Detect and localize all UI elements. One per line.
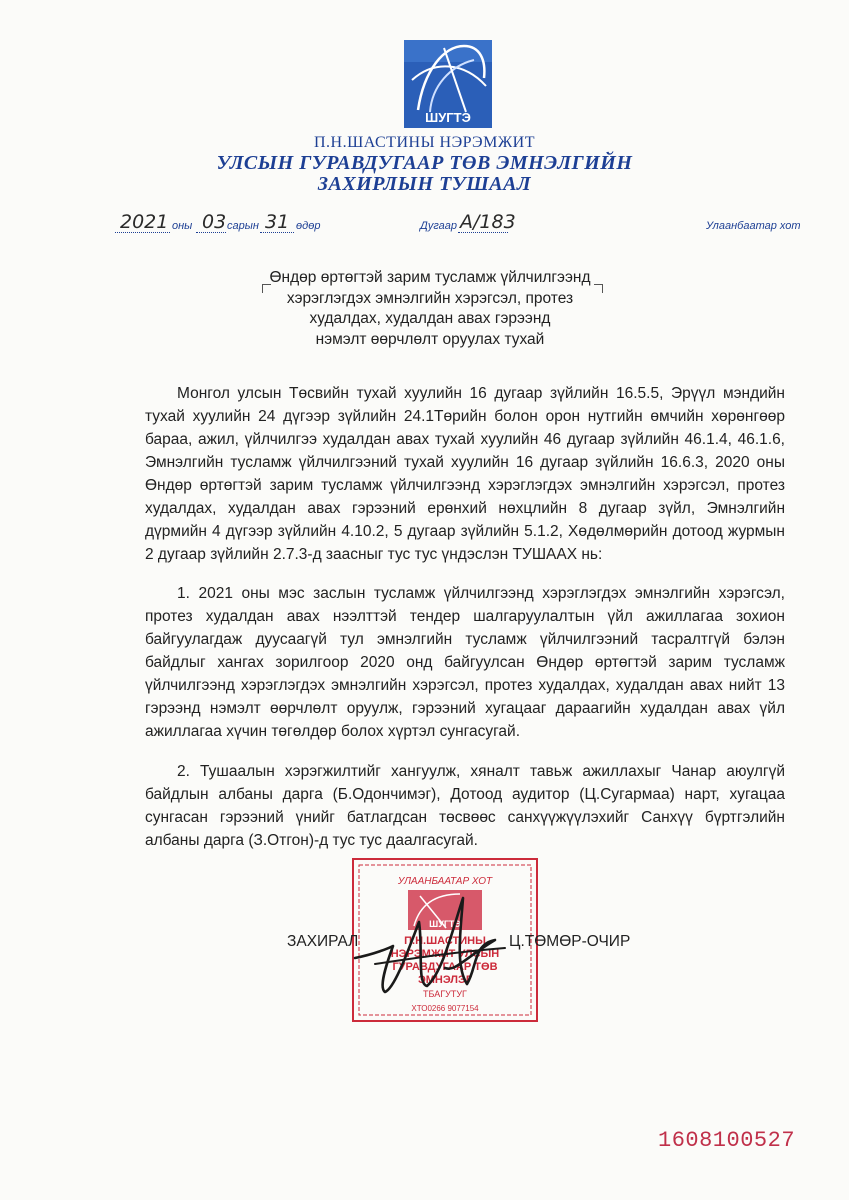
stamp-line-4: ЭМНЭЛЭГ: [417, 974, 473, 986]
signatory-name: Ц.ТӨМӨР-ОЧИР: [509, 933, 631, 950]
subject-line: нэмэлт өөрчлөлт оруулах тухай: [315, 330, 545, 348]
logo-text: ШУГТЭ: [425, 110, 471, 125]
header-line-1: П.Н.ШАСТИНЫ НЭРЭМЖИТ: [314, 134, 535, 151]
city-label: Улаанбаатар хот: [706, 220, 801, 232]
year-label: оны: [172, 220, 193, 232]
stamp-code: ХТО0266 9077154: [411, 1004, 479, 1013]
order-number: А/183: [460, 211, 516, 233]
header-line-3: ЗАХИРЛЫН ТУШААЛ: [317, 173, 532, 195]
date-month: 03: [202, 211, 227, 233]
handwritten-signature: [345, 888, 515, 1008]
subject-line: худалдах, худалдан авах гэрээнд: [309, 310, 551, 327]
header-line-2: УЛСЫН ГУРАВДУГААР ТӨВ ЭМНЭЛГИЙН: [216, 152, 633, 174]
subject-line: хэрэглэгдэх эмнэлгийн хэрэгсэл, протез: [286, 289, 574, 307]
stamp-top-text: УЛААНБААТАР ХОТ: [397, 876, 493, 887]
order-item-1: 1. 2021 оны мэс заслын тусламж үйлчилгээнд хэрэглэгдэх эмнэлгийн хэрэгсэл, протез худалдан авах нээлттэй тендер шалгаруулалтын үйл ажиллагаа зохион байгуулагдаж дуусаагүй тул эмнэлгийн тусламж үйлчилгээний тасралтгүй бэлэн байдлыг хангах зорилгоор 2020 онд байгуулсан Өндөр өртөгтэй зарим тусламж үйлчилгээнд хэрэглэгдэх эмнэлгийн хэрэгсэл, протез худалдах, худалдан авах нийт 13 гэрээнд нэмэлт өөрчлөлт оруулж, гэрээний хугацааг дараагийн худалдан авах үйл ажиллагаа хүчин төгөлдөр болох хүртэл сунгасугай.: [145, 585, 785, 740]
stamp-line-2: НЭРЭМЖИТ УЛСЫН: [390, 948, 500, 960]
day-label: өдөр: [296, 220, 321, 232]
subject-line: Өндөр өртөгтэй зарим тусламж үйлчилгээнд: [269, 269, 591, 286]
serial-number: 1608100527: [658, 1128, 796, 1153]
order-item-2: 2. Тушаалын хэрэгжилтийг хангуулж, хяналт тавьж ажиллахыг Чанар аюулгүй байдлын албаны дарга (Б.Одончимэг), Дотоод аудитор (Ц.Сугармаа) нарт, хугацаа сунгасан гэрээний үнийг батлагдсан төсвөөс санхүүжүүлэхийг Санхүү бүртгэлийн албаны дарга (З.Отгон)-д тус тус даалгасугай.: [145, 763, 785, 849]
order-subject: [230, 268, 630, 350]
stamp-logo-text: ШУГТЭ: [429, 919, 461, 929]
stamp-line-3: ГУРАВДУГААР ТӨВ: [392, 961, 498, 973]
preamble-paragraph: Монгол улсын Төсвийн тухай хуулийн 16 дугаар зүйлийн 16.5.5, Эрүүл мэндийн тухай хуулийн 24 дүгээр зүйлийн 24.1Төрийн болон орон нутгийн өмчийн хөрөнгөөр бараа, ажил, үйлчилгээ худалдан авах тухай хуулийн 46 дугаар зүйлийн 46.1.4, 46.1.6, Эмнэлгийн тусламж үйлчилгээний тухай хуулийн 16 дугаар зүйлийн 16.6.3, 2020 оны Өндөр өртөгтэй зарим тусламж үйлчилгээнд хэрэглэгдэх эмнэлгийн хэрэгсэл, протез худалдах, худалдан авах гэрээний ерөнхий нөхцлийн 8 дугаар зүйл, Эмнэлгийн дүрмийн 4 дүгээр зүйлийн 4.10.2, 5 дугаар зүйлийн 5.1.2, Хөдөлмөрийн дотоод журмын 2 дугаар зүйлийн 2.7.3-д заасныг тус тус үндэслэн ТУШААХ нь:: [145, 385, 785, 563]
number-label: Дугаар: [420, 220, 458, 232]
month-label: сарын: [227, 220, 259, 232]
stamp-line-1: П.Н.ШАСТИНЫ: [404, 935, 486, 947]
stamp-line-5: ТБАГУТУГ: [423, 989, 467, 999]
signatory-role: ЗАХИРАЛ: [287, 933, 359, 950]
hospital-logo-icon: [404, 40, 492, 128]
date-day: 31: [265, 211, 290, 233]
date-year: 2021: [120, 211, 169, 233]
